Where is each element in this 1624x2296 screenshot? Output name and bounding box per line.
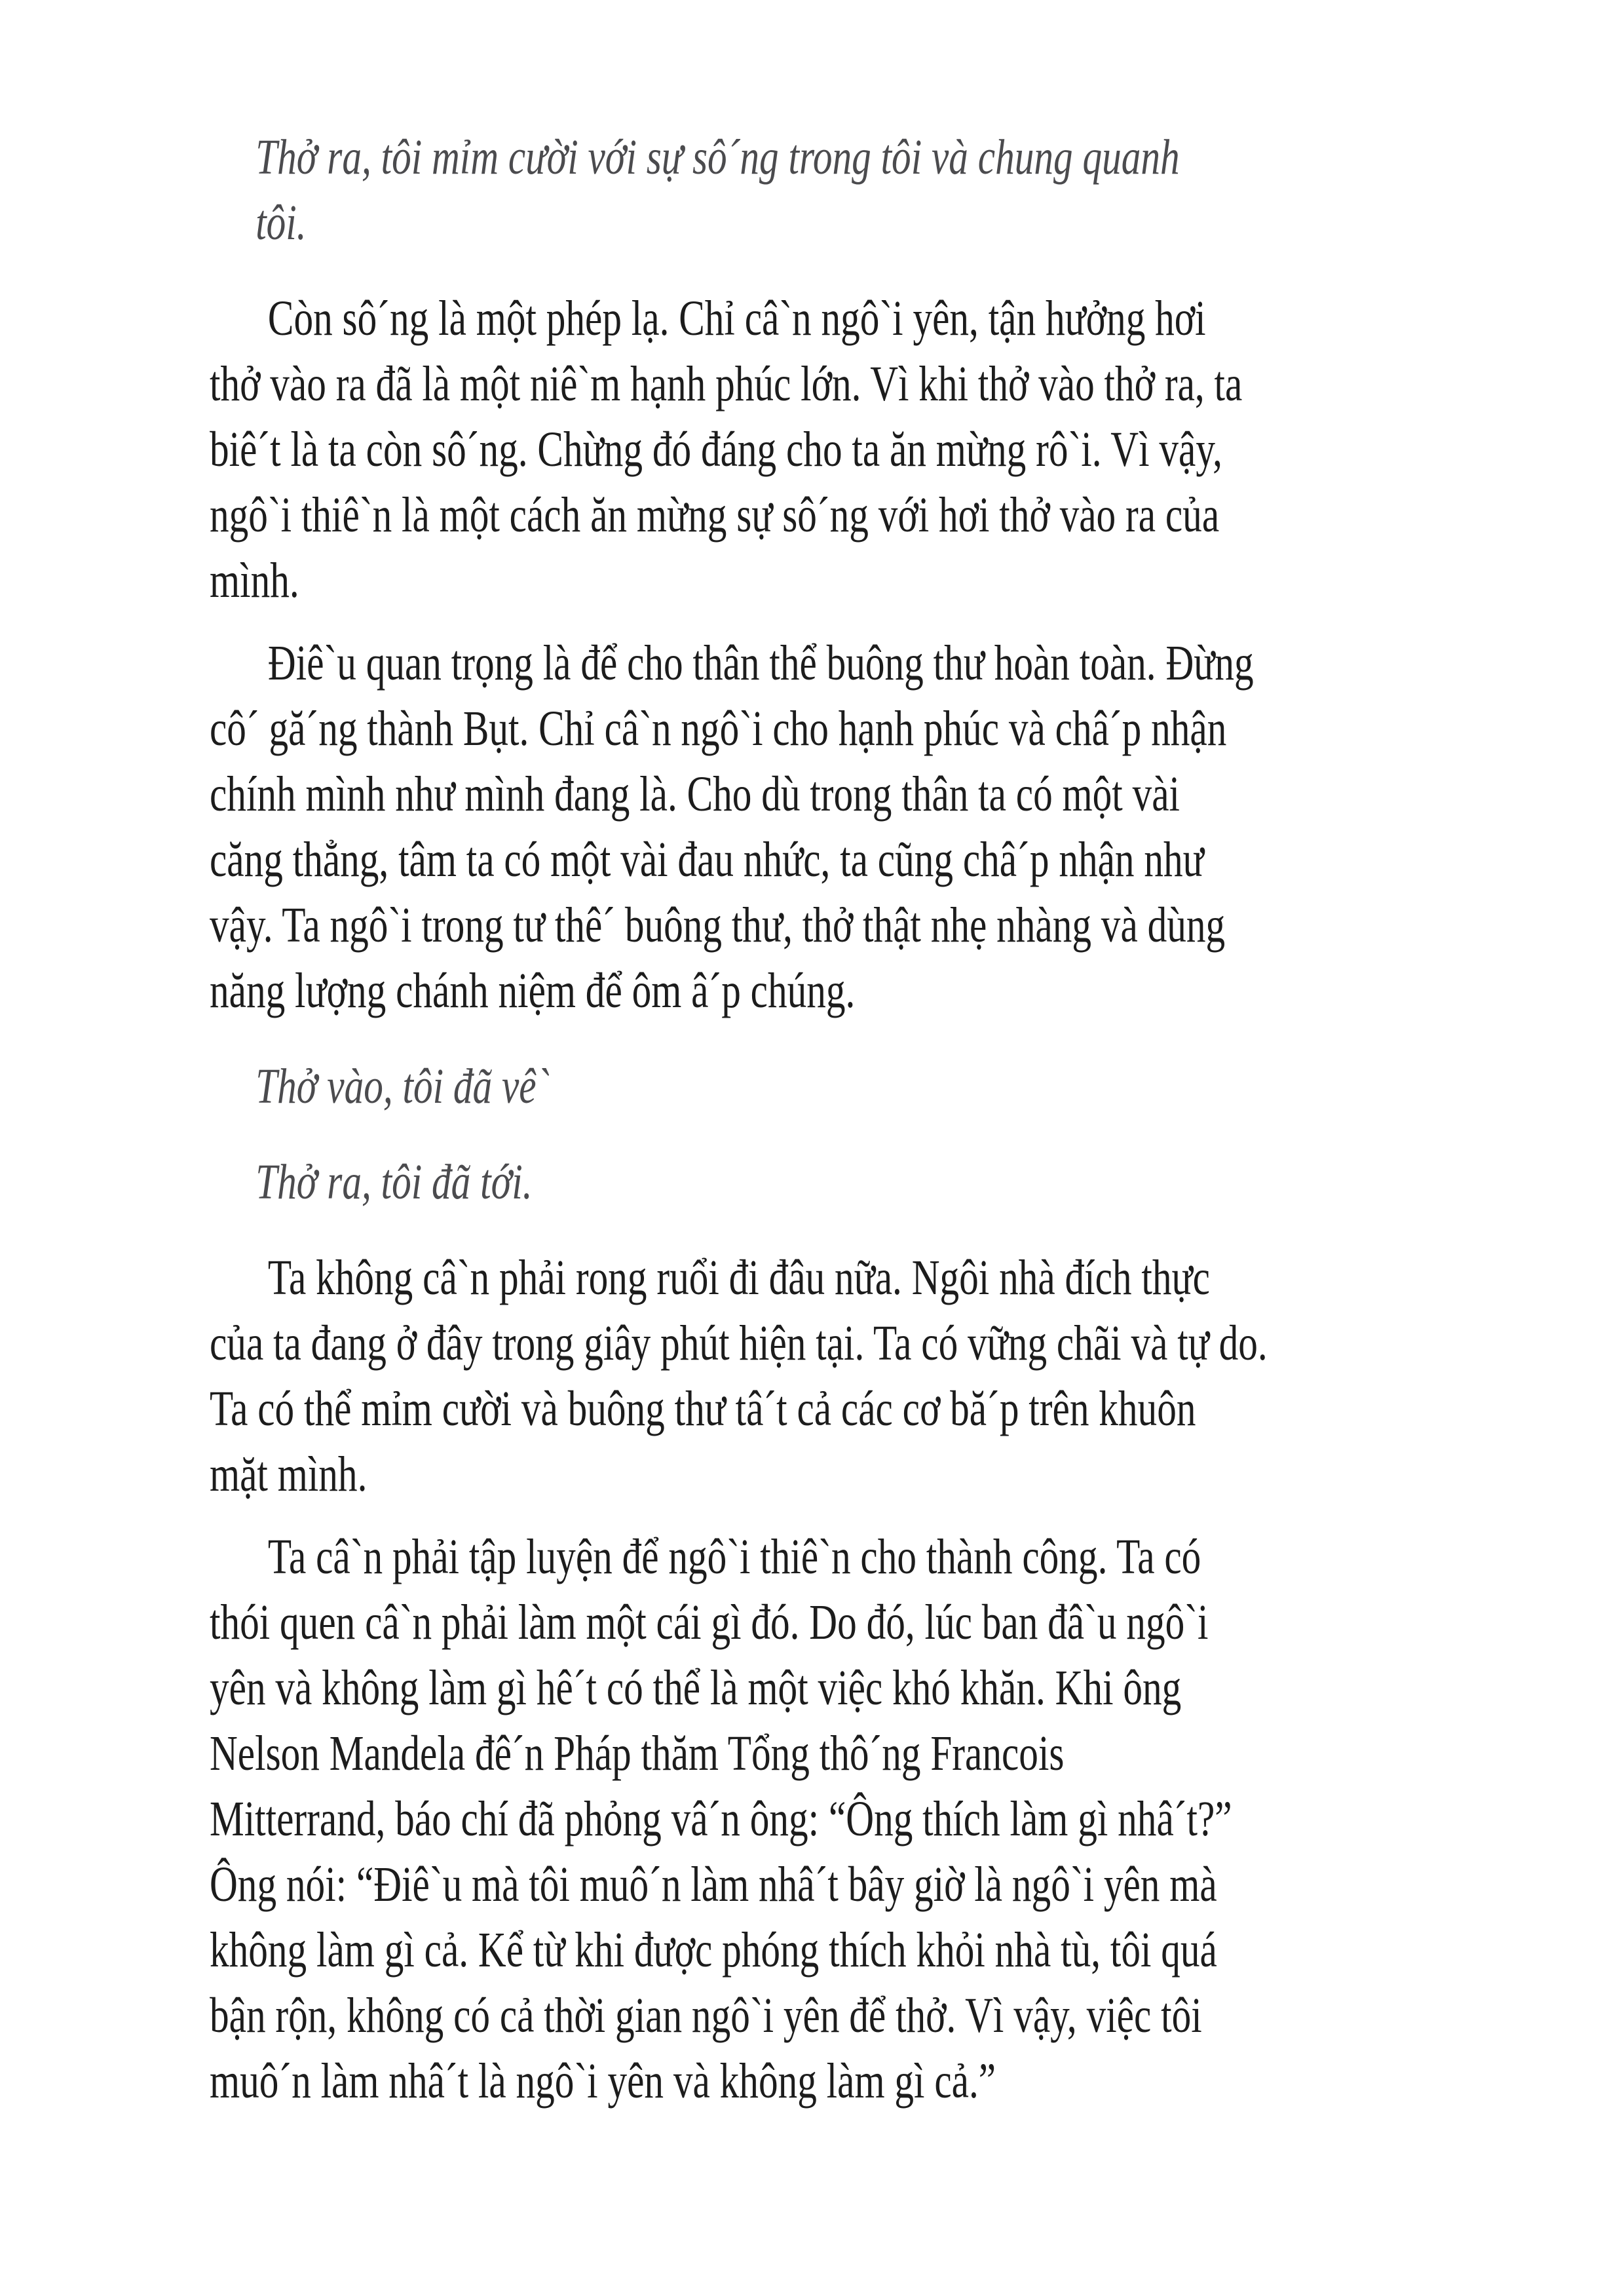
text-line: Ta không câ`n phải rong ruổi đi đâu nữa. Ngôi nhà đích thực	[267, 1250, 1210, 1305]
text-line: vậy. Ta ngô`i trong tư thê´ buông thư, thở thật nhẹ nhàng và dùng	[210, 898, 1226, 953]
text-line: Nelson Mandela đê´n Pháp thăm Tổng thô´ng Francois	[210, 1726, 1065, 1781]
text-line: căng thẳng, tâm ta có một vài đau nhức, ta cũng châ´p nhận như	[210, 832, 1204, 887]
text-line: Thở ra, tôi mỉm cười với sự sô´ng trong tôi và chung quanh	[255, 130, 1180, 185]
body-paragraph-2	[210, 630, 1422, 1024]
text-line: thói quen câ`n phải làm một cái gì đó. Do đó, lúc ban đâ`u ngô`i	[210, 1595, 1209, 1650]
text-line: Điê`u quan trọng là để cho thân thể buông thư hoàn toàn. Đừng	[267, 636, 1254, 691]
text-line: Ta có thể mỉm cười và buông thư tâ´t cả các cơ bă´p trên khuôn	[210, 1381, 1196, 1436]
text-line: yên và không làm gì hê´t có thể là một việc khó khăn. Khi ông	[210, 1660, 1182, 1715]
text-line: chính mình như mình đang là. Cho dù trong thân ta có một vài	[210, 767, 1180, 822]
text-line: Ông nói: “Điê`u mà tôi muô´n làm nhâ´t bây giờ là ngô`i yên mà	[210, 1857, 1217, 1912]
text-line: của ta đang ở đây trong giây phút hiện tại. Ta có vững chãi và tự do.	[210, 1316, 1268, 1371]
text-line: biê´t là ta còn sô´ng. Chừng đó đáng cho ta ăn mừng rô`i. Vì vậy,	[210, 422, 1222, 477]
text-line: bận rộn, không có cả thời gian ngô`i yên để thở. Vì vậy, việc tôi	[210, 1988, 1202, 2043]
text-line: mình.	[210, 553, 299, 608]
quote-paragraph-2	[210, 1054, 1422, 1119]
quote-paragraph-1	[210, 124, 1422, 256]
text-line: thở vào ra đã là một niê`m hạnh phúc lớn. Vì khi thở vào thở ra, ta	[210, 356, 1243, 411]
text-line: muô´n làm nhâ´t là ngô`i yên và không làm gì cả.”	[210, 2054, 996, 2109]
text-line: ngô`i thiê`n là một cách ăn mừng sự sô´ng với hơi thở vào ra của	[210, 488, 1220, 543]
body-paragraph-3	[210, 1245, 1422, 1507]
text-line: mặt mình.	[210, 1447, 368, 1502]
text-line: Thở ra, tôi đã tới.	[255, 1155, 533, 1210]
text-line: không làm gì cả. Kể từ khi được phóng thích khỏi nhà tù, tôi quá	[210, 1923, 1217, 1978]
text-line: tôi.	[255, 195, 307, 250]
text-line: năng lượng chánh niệm để ôm â´p chúng.	[210, 963, 856, 1018]
text-line: Còn sô´ng là một phép lạ. Chỉ câ`n ngô`i yên, tận hưởng hơi	[267, 291, 1206, 346]
text-line: Thở vào, tôi đã vê`	[255, 1059, 550, 1114]
body-paragraph-4	[210, 1524, 1422, 2114]
quote-paragraph-3	[210, 1149, 1422, 1215]
text-line: Mitterrand, báo chí đã phỏng vâ´n ông: “Ông thích làm gì nhâ´t?”	[210, 1791, 1232, 1846]
page-content	[210, 124, 1422, 2131]
text-line: Ta câ`n phải tập luyện để ngô`i thiê`n cho thành công. Ta có	[267, 1529, 1201, 1584]
text-line: cô´ gă´ng thành Bụt. Chỉ câ`n ngô`i cho hạnh phúc và châ´p nhận	[210, 701, 1227, 756]
body-paragraph-1	[210, 286, 1422, 613]
